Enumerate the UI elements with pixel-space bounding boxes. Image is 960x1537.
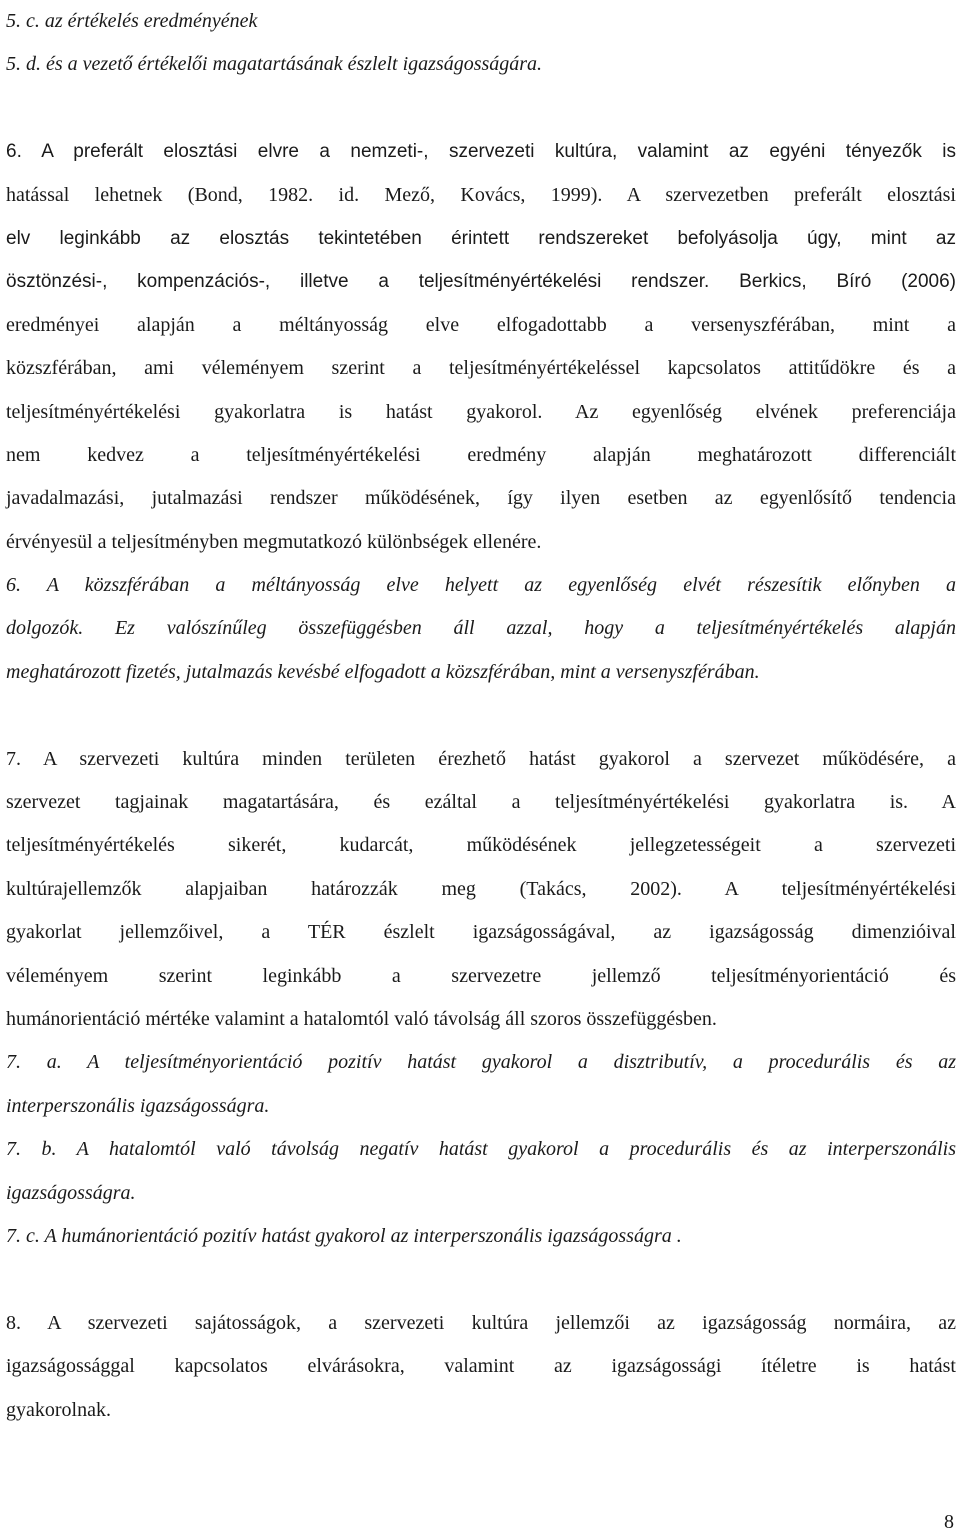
hypothesis-6 [6, 564, 956, 694]
hypothesis-5c [6, 0, 956, 43]
text-line: szervezet tagjainak magatartására, és ezáltal a teljesítményértékelési gyakorlatra is. A [6, 791, 956, 814]
text-line: 7. b. A hatalomtól való távolság negatív hatást gyakorol a procedurális és az interperszonális [6, 1138, 956, 1161]
text-line: meghatározott fizetés, jutalmazás kevésbé elfogadott a közszférában, mint a versenyszférában. [6, 660, 760, 683]
paragraph-gap [6, 1258, 956, 1301]
text-line: dolgozók. Ez valószínűleg összefüggésben áll azzal, hogy a teljesítményértékelés alapján [6, 617, 956, 640]
text-line: elv leginkább az elosztás tekintetében érintett rendszereket befolyásolja úgy, mint az [6, 227, 956, 249]
text-line: véleményem szerint leginkább a szervezetre jellemző teljesítményorientáció és [6, 964, 956, 987]
text-line: közszférában, ami véleményem szerint a teljesítményértékeléssel kapcsolatos attitűdökre és a [6, 357, 956, 380]
text-line: eredményei alapján a méltányosság elve elfogadottabb a versenyszférában, mint a [6, 313, 956, 336]
text-line: 7. c. A humánorientáció pozitív hatást gyakorol az interperszonális igazságosságra . [6, 1224, 682, 1247]
hypothesis-7c [6, 1215, 956, 1258]
paragraph-gap [6, 87, 956, 130]
hypothesis-7a [6, 1041, 956, 1128]
hypothesis-5d [6, 43, 956, 86]
text-line: 7. a. A teljesítményorientáció pozitív hatást gyakorol a disztributív, a procedurális és az [6, 1051, 956, 1074]
text-line: 5. d. és a vezető értékelői magatartásának észlelt igazságosságára. [6, 53, 543, 76]
text-line: humánorientáció mértéke valamint a hatalomtól való távolság áll szoros összefüggésben. [6, 1007, 717, 1030]
text-line: 5. c. az értékelés eredményének [6, 10, 258, 32]
text-line: érvényesül a teljesítményben megmutatkozó különbségek ellenére. [6, 530, 542, 553]
paragraph-7 [6, 738, 956, 1042]
paragraph-gap [6, 694, 956, 737]
document-page [6, 0, 956, 1432]
text-line: javadalmazási, jutalmazási rendszer működésének, így ilyen esetben az egyenlősítő tendencia [6, 487, 956, 510]
paragraph-8 [6, 1302, 956, 1432]
text-line: 8. A szervezeti sajátosságok, a szervezeti kultúra jellemzői az igazságosság normáira, az [6, 1311, 956, 1334]
text-line: 6. A preferált elosztási elvre a nemzeti-, szervezeti kultúra, valamint az egyéni tényezők is [6, 141, 956, 163]
text-line: ösztönzési-, kompenzációs-, illetve a teljesítményértékelési rendszer. Berkics, Bíró (2006) [6, 271, 956, 293]
text-line: igazságosságra. [6, 1181, 136, 1204]
text-line: gyakorolnak. [6, 1398, 111, 1421]
text-line: 6. A közszférában a méltányosság elve helyett az egyenlőség elvét részesítik előnyben a [6, 574, 956, 597]
text-line: teljesítményértékelési gyakorlatra is hatást gyakorol. Az egyenlőség elvének preferenciája [6, 400, 956, 423]
text-line: igazságossággal kapcsolatos elvárásokra, valamint az igazságossági ítéletre is hatást [6, 1355, 956, 1378]
text-line: 7. A szervezeti kultúra minden területen érezhető hatást gyakorol a szervezet működésére, a [6, 747, 956, 770]
text-line: kultúrajellemzők alapjaiban határozzák meg (Takács, 2002). A teljesítményértékelési [6, 877, 956, 900]
text-line: nem kedvez a teljesítményértékelési eredmény alapján meghatározott differenciált [6, 443, 956, 466]
text-line: gyakorlat jellemzőivel, a TÉR észlelt igazságosságával, az igazságosság dimenzióival [6, 921, 956, 944]
hypothesis-7b [6, 1128, 956, 1215]
text-line: interperszonális igazságosságra. [6, 1094, 270, 1117]
text-line: teljesítményértékelés sikerét, kudarcát, működésének jellegzetességeit a szervezeti [6, 834, 956, 857]
text-line: hatással lehetnek (Bond, 1982. id. Mező, Kovács, 1999). A szervezetben preferált elosztási [6, 183, 956, 206]
paragraph-6 [6, 130, 956, 564]
page-number: 8 [944, 1511, 954, 1533]
